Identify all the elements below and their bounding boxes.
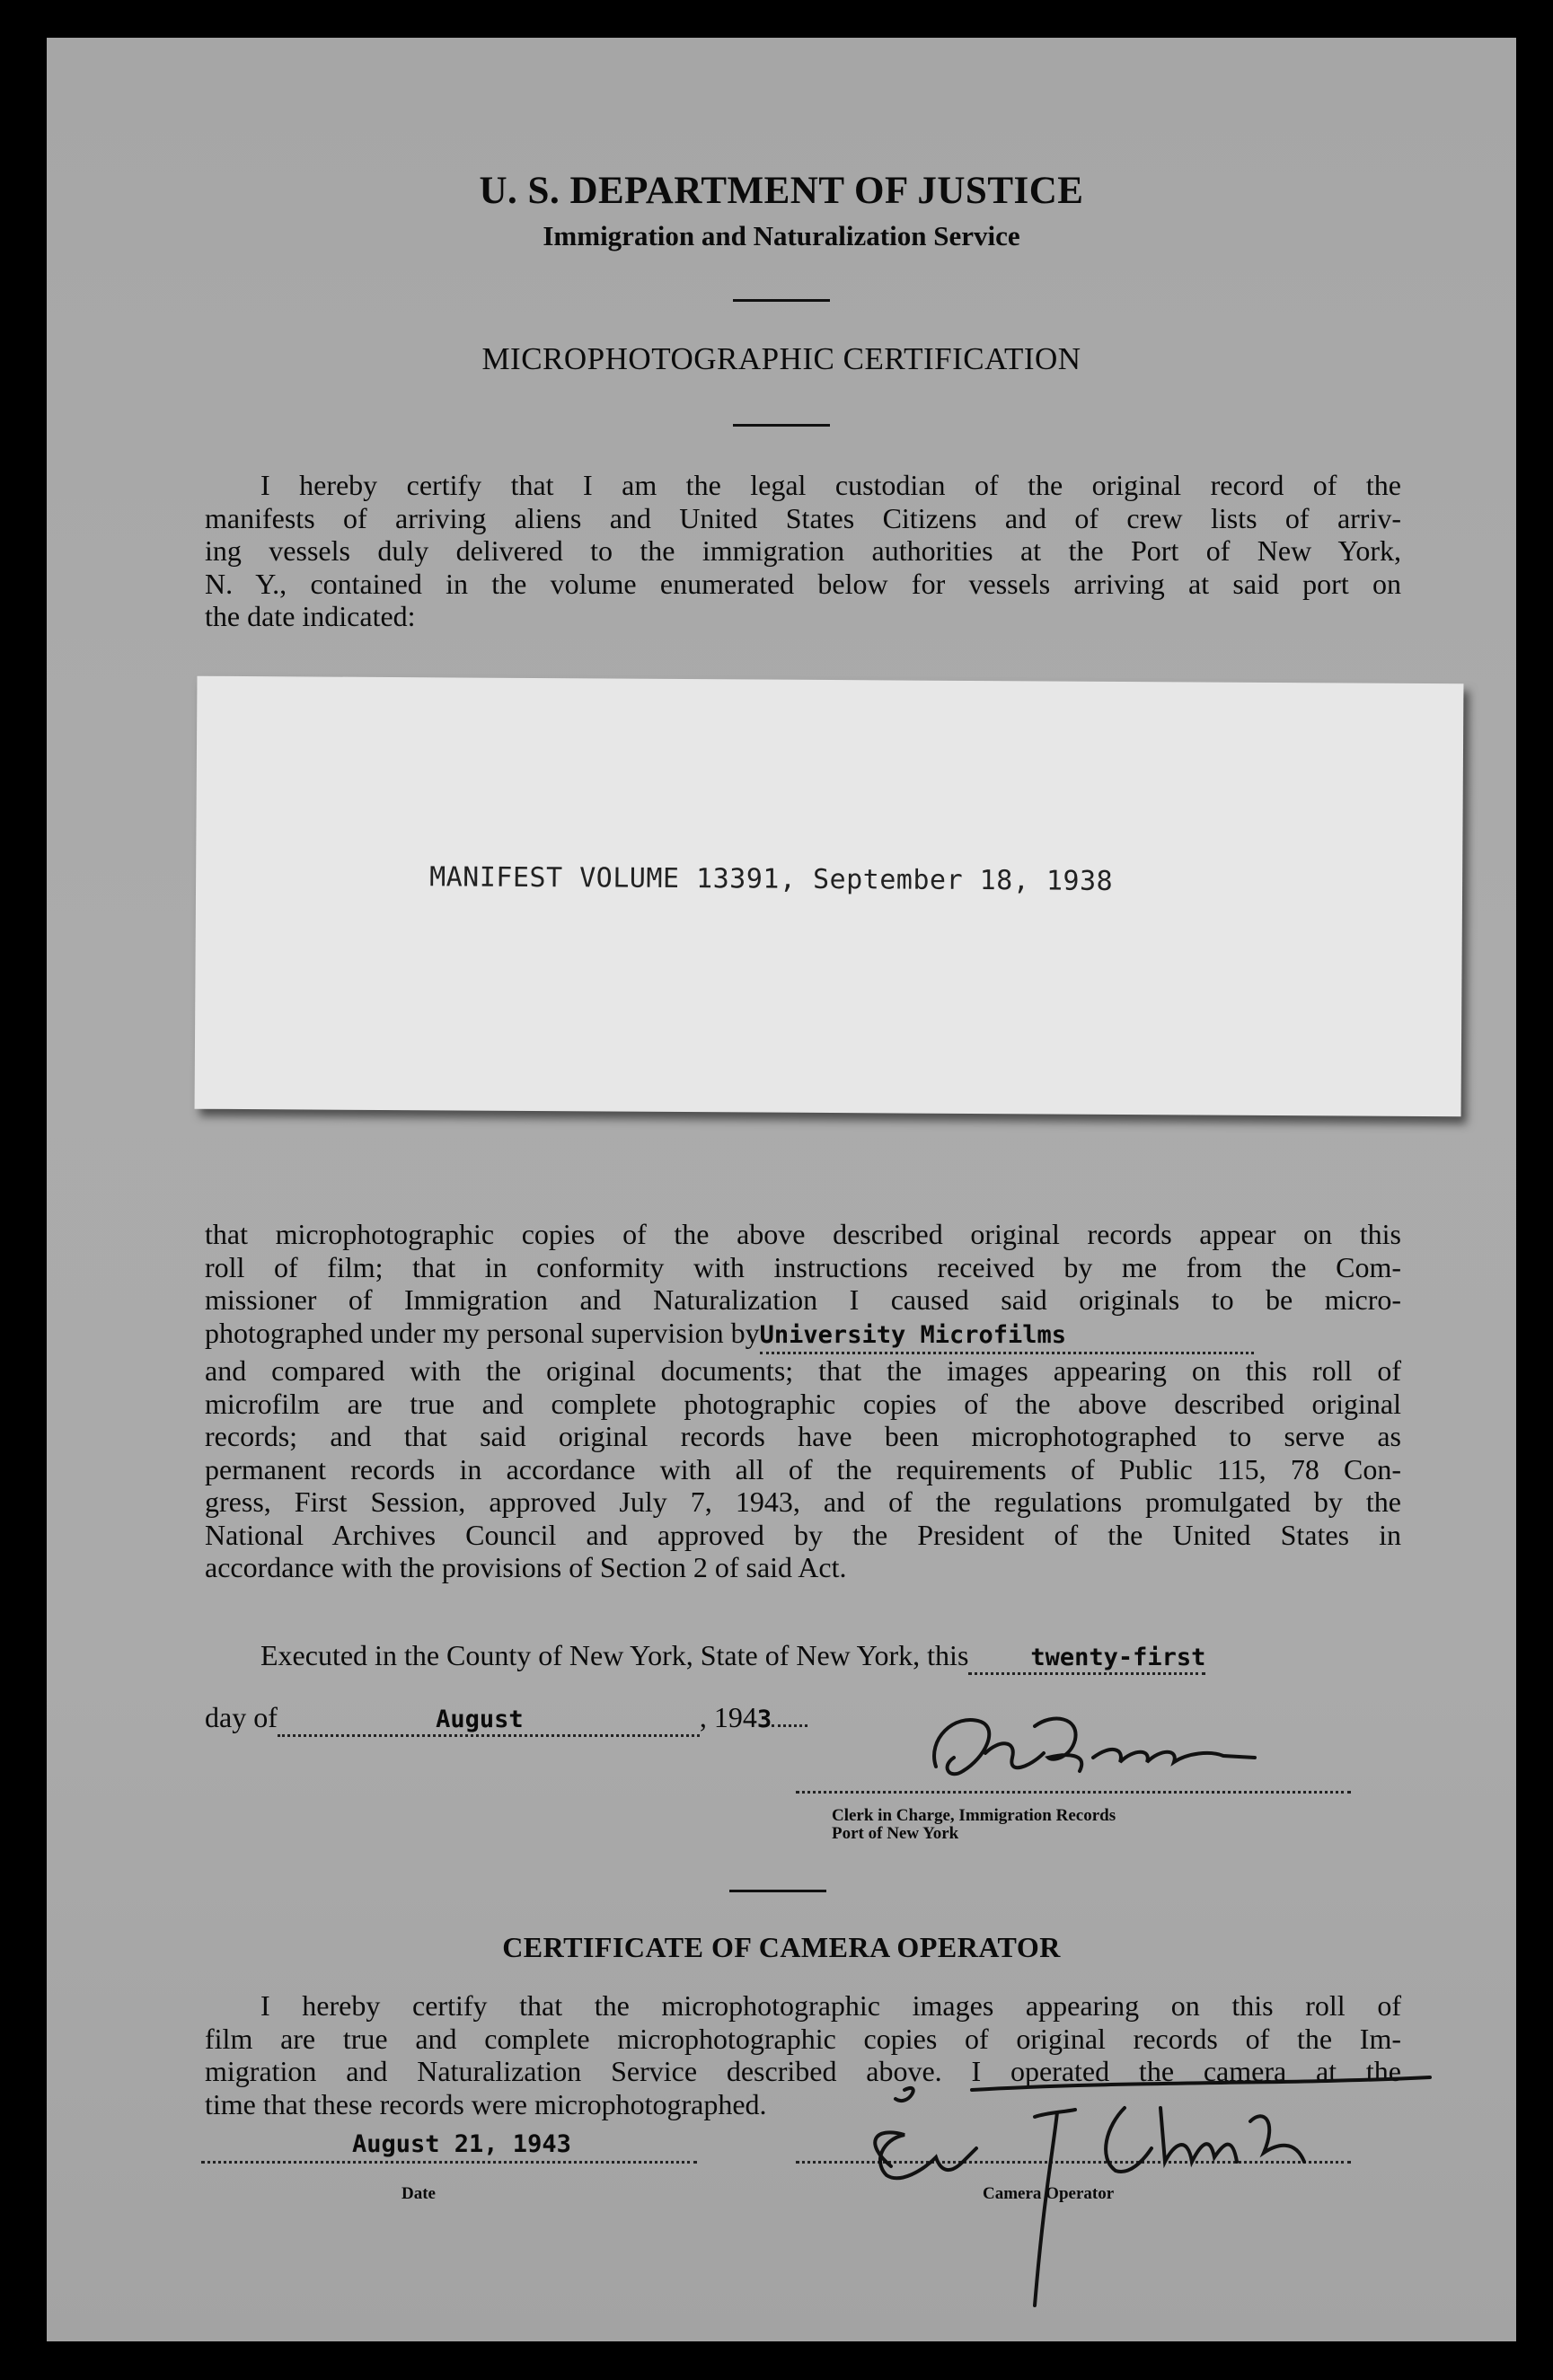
body-line: records; and that said original records have been microphotographed to serve as xyxy=(205,1420,1401,1452)
day-field xyxy=(968,1639,1205,1675)
manifest-volume-text: MANIFEST VOLUME 13391, September 18, 1938 xyxy=(429,861,1114,897)
body-line: roll of film; that in conformity with instructions received by me from the Com- xyxy=(205,1250,1401,1283)
body-line: National Archives Council and approved by the President of the United States in xyxy=(205,1518,1401,1551)
month-value: August xyxy=(436,1706,524,1733)
intro-paragraph xyxy=(205,469,1401,633)
camera-line: time that these records were microphotographed. xyxy=(205,2087,767,2120)
certificate-document xyxy=(47,38,1516,2341)
department-title: U. S. DEPARTMENT OF JUSTICE xyxy=(479,170,1084,212)
date-line xyxy=(201,2161,697,2164)
camera-operator-signature xyxy=(855,2072,1430,2314)
certificate-date-value: August 21, 1943 xyxy=(352,2130,571,2158)
month-field xyxy=(278,1701,700,1737)
intro-line: N. Y., contained in the volume enumerated below for vessels arriving at said port on xyxy=(205,567,1401,600)
camera-operator-label: Camera Operator xyxy=(983,2184,1115,2203)
date-label: Date xyxy=(401,2184,436,2203)
clerk-title xyxy=(832,1807,1116,1843)
divider-rule xyxy=(733,424,830,427)
service-subtitle: Immigration and Naturalization Service xyxy=(543,220,1020,251)
body-line: gress, First Session, approved July 7, 1943, and of the regulations promulgated by the xyxy=(205,1485,1401,1518)
microfilm-company-value: University Microfilms xyxy=(759,1320,1067,1349)
divider-rule xyxy=(733,299,830,302)
body-line: and compared with the original documents; that the images appearing on this roll of xyxy=(205,1354,1401,1387)
executed-prefix: Executed in the County of New York, State of New York, this xyxy=(260,1639,969,1671)
camera-line: migration and Naturalization Service described above. I operated the camera at the xyxy=(205,2055,1401,2087)
intro-line: manifests of arriving aliens and United States Citizens and of crew lists of arriv- xyxy=(205,501,1401,534)
divider-rule xyxy=(729,1890,826,1892)
day-of-line xyxy=(205,1701,807,1737)
camera-line: I hereby certify that the microphotographic images appearing on this roll of xyxy=(260,1989,1401,2022)
camera-operator-title: CERTIFICATE OF CAMERA OPERATOR xyxy=(502,1931,1061,1963)
body-line: that microphotographic copies of the above described original records appear on this xyxy=(205,1218,1401,1250)
year-trail xyxy=(772,1724,807,1727)
body-line-supervision xyxy=(205,1317,1401,1355)
clerk-title-line: Clerk in Charge, Immigration Records xyxy=(832,1806,1116,1825)
body-line: microfilm are true and complete photographic copies of the above described original xyxy=(205,1387,1401,1420)
certification-title: MICROPHOTOGRAPHIC CERTIFICATION xyxy=(481,341,1081,376)
day-of-label: day of xyxy=(205,1701,278,1733)
certification-body xyxy=(205,1218,1401,1584)
clerk-signature xyxy=(900,1704,1277,1794)
year-digit: 3 xyxy=(756,1706,772,1733)
day-value: twenty-first xyxy=(1030,1644,1206,1671)
microfilm-company-field xyxy=(760,1317,1254,1355)
body-line: accordance with the provisions of Section 2 of said Act. xyxy=(205,1551,847,1583)
intro-line: ing vessels duly delivered to the immigration authorities at the Port of New York, xyxy=(205,534,1401,567)
clerk-title-line: Port of New York xyxy=(832,1824,959,1843)
body-line: missioner of Immigration and Naturalization I caused said originals to be micro- xyxy=(205,1283,1401,1316)
intro-line: I hereby certify that I am the legal custodian of the original record of the xyxy=(260,469,1401,501)
intro-line: the date indicated: xyxy=(205,600,416,632)
body-line: permanent records in accordance with all of the requirements of Public 115, 78 Con- xyxy=(205,1452,1401,1485)
supervision-prefix: photographed under my personal supervision by xyxy=(205,1316,760,1349)
manifest-card xyxy=(195,676,1464,1117)
year-prefix: , 194 xyxy=(699,1701,757,1733)
executed-line xyxy=(260,1639,1205,1675)
camera-line: film are true and complete microphotographic copies of original records of the Im- xyxy=(205,2022,1401,2055)
